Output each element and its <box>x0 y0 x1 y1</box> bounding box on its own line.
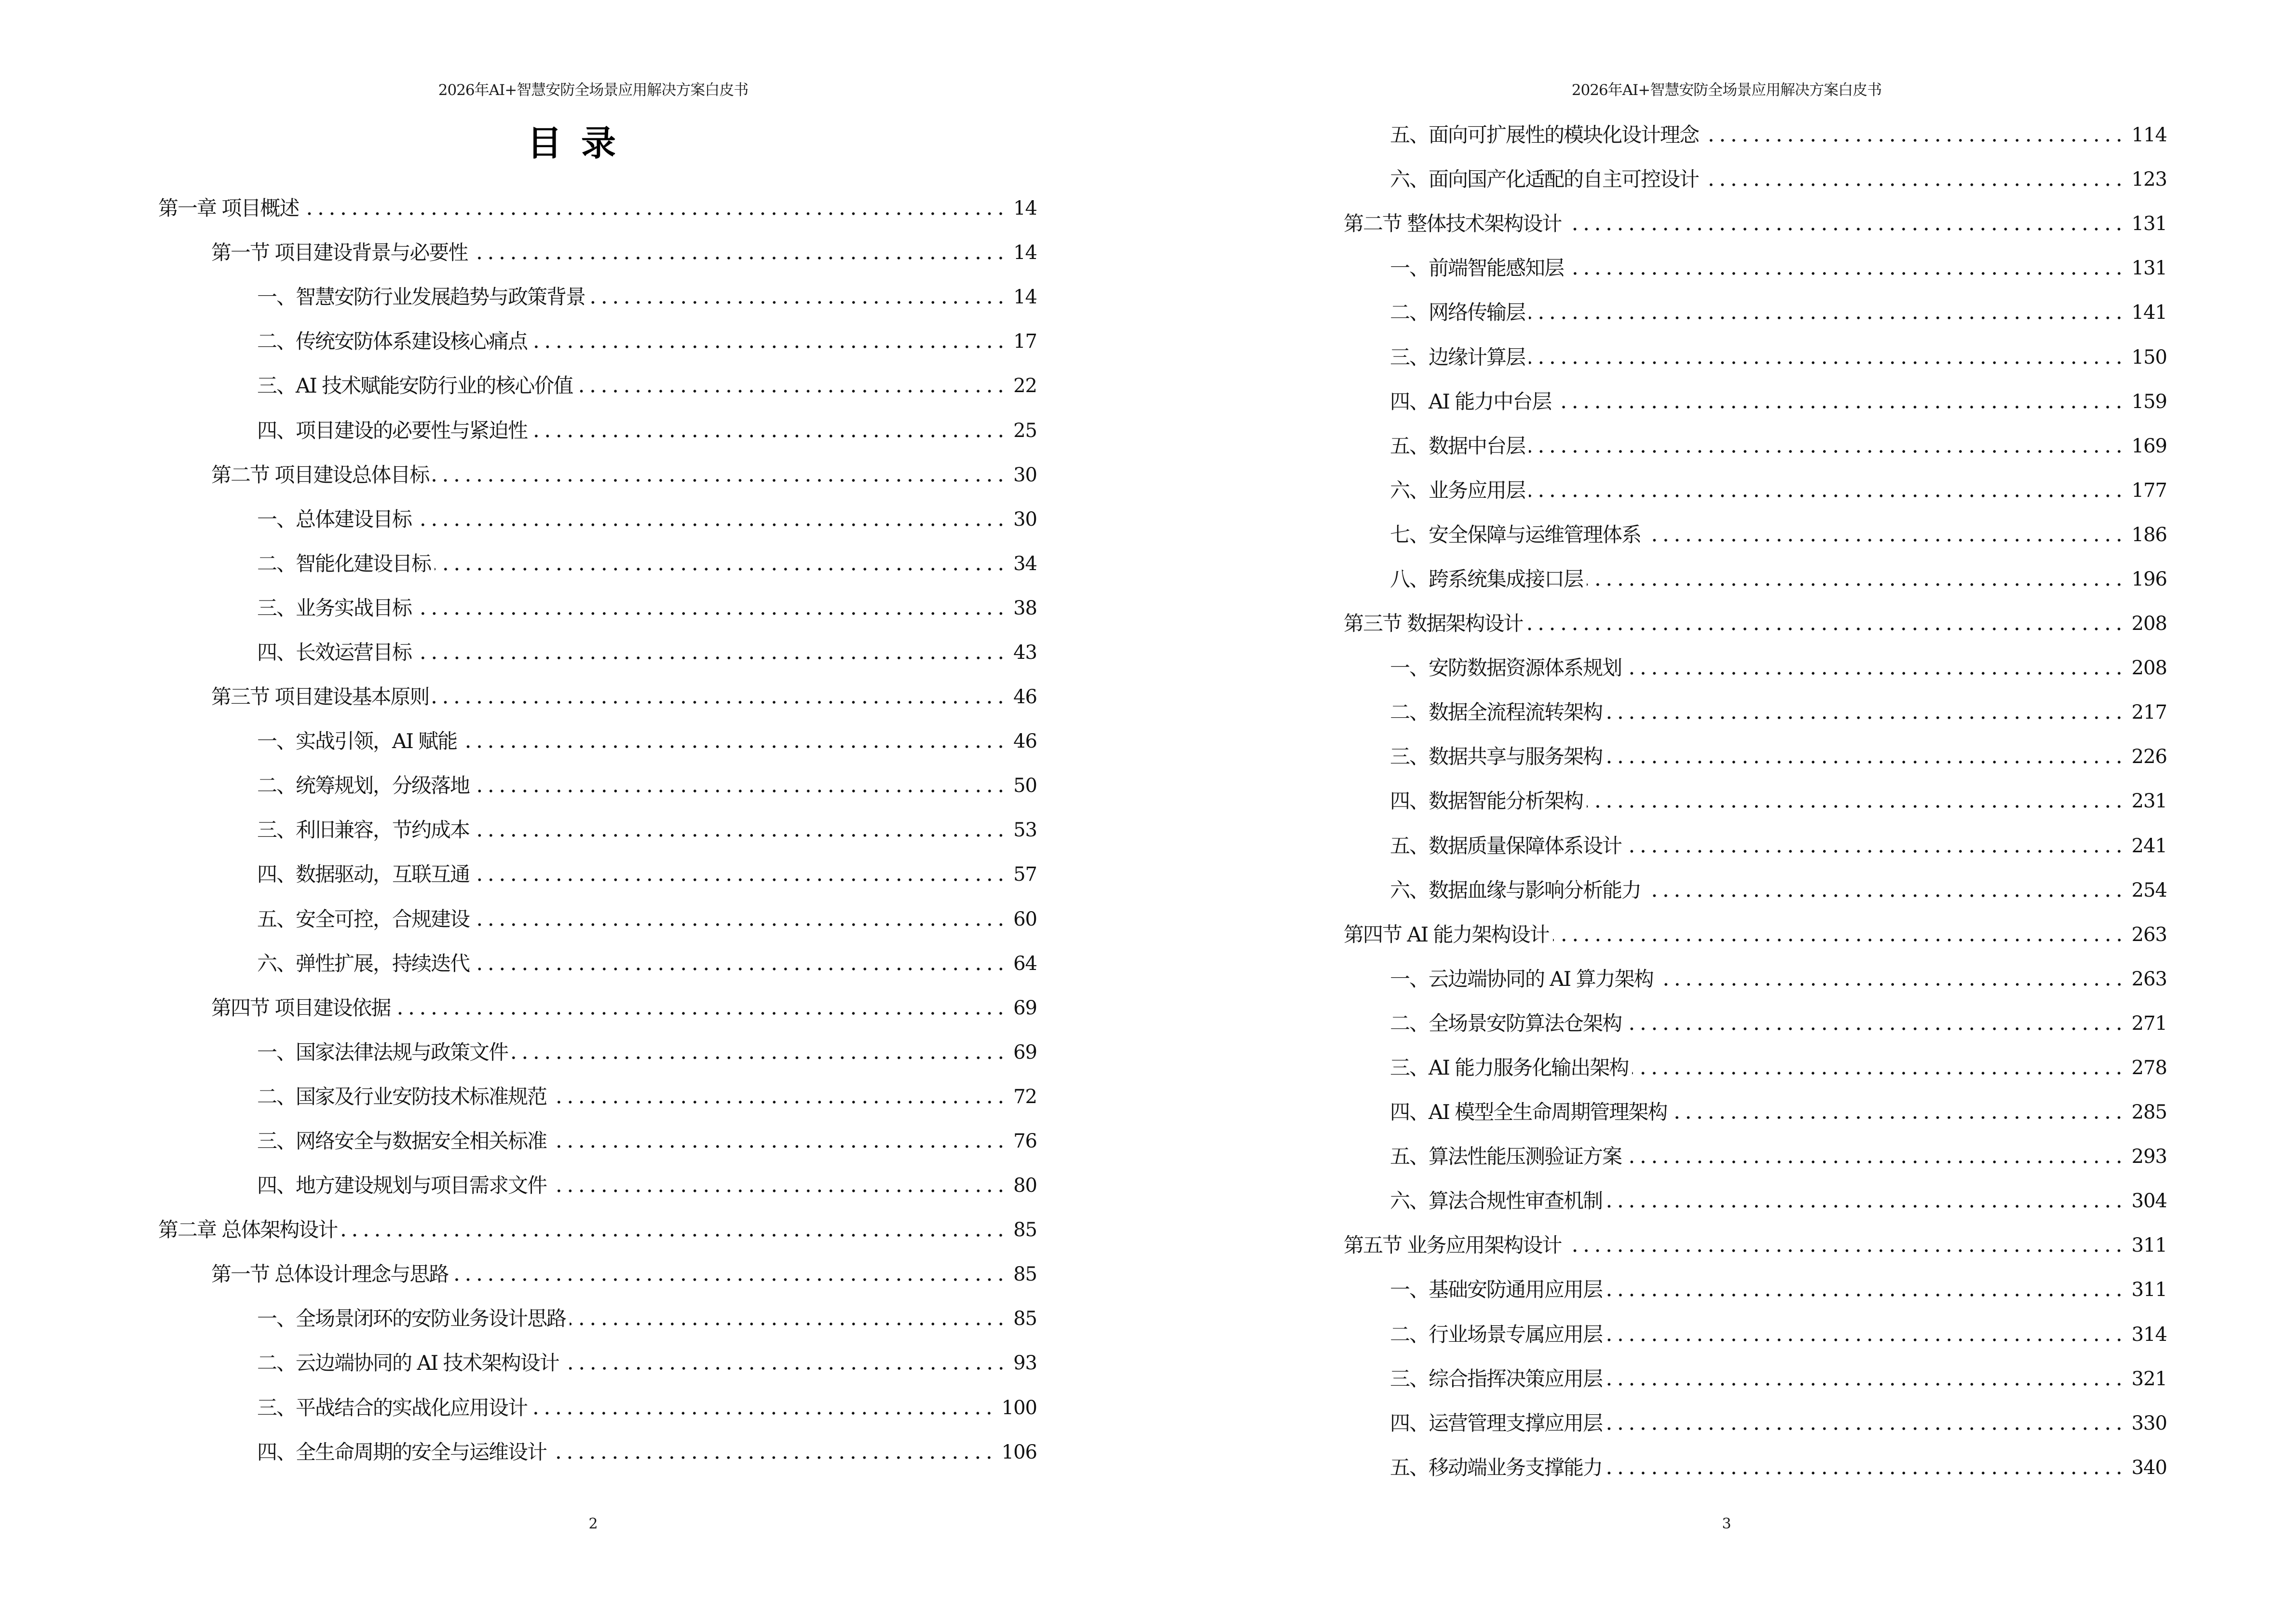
dot-leader <box>550 1189 1007 1192</box>
toc-entry-item[interactable] <box>1144 824 2167 868</box>
toc-entry-label: 第五节 业务应用架构设计 <box>1344 1223 1565 1268</box>
dot-leader <box>1567 272 2125 275</box>
toc-entry-item[interactable] <box>1144 1401 2167 1446</box>
toc-entry-label: 三、边缘计算层 <box>1390 335 1529 380</box>
toc-entry-label: 第三节 项目建设基本原则 <box>211 675 433 719</box>
dot-leader <box>1645 539 2125 542</box>
dot-leader <box>1587 583 2125 586</box>
toc-entry-page-number: 304 <box>2131 1190 2167 1213</box>
toc-list <box>0 186 1037 1474</box>
toc-entry-item[interactable] <box>1144 1001 2167 1046</box>
toc-entry-label: 一、国家法律法规与政策文件 <box>257 1030 512 1075</box>
toc-entry-item[interactable] <box>0 1341 1037 1385</box>
toc-entry-page-number: 141 <box>2131 301 2167 324</box>
toc-entry-label: 三、网络安全与数据安全相关标准 <box>257 1119 550 1163</box>
toc-entry-item[interactable] <box>1144 513 2167 557</box>
toc-entry-item[interactable] <box>1144 1046 2167 1090</box>
toc-entry-section[interactable] <box>1144 913 2167 957</box>
dot-leader <box>1587 805 2125 808</box>
toc-entry-page-number: 69 <box>1013 996 1037 1019</box>
dot-leader <box>435 568 1007 571</box>
toc-entry-label: 第四节 项目建设依据 <box>211 986 394 1030</box>
toc-entry-label: 五、数据中台层 <box>1390 424 1529 468</box>
toc-entry-label: 三、平战结合的实战化应用设计 <box>257 1386 531 1430</box>
dot-leader <box>433 701 1007 704</box>
toc-entry-section[interactable] <box>0 231 1037 275</box>
toc-entry-item[interactable] <box>0 1030 1037 1075</box>
dot-leader <box>1606 761 2125 764</box>
toc-entry-label: 第三节 数据架构设计 <box>1344 601 1526 646</box>
toc-entry-page-number: 85 <box>1013 1219 1037 1242</box>
dot-leader <box>1606 1338 2125 1341</box>
toc-entry-label: 二、传统安防体系建设核心痛点 <box>257 319 531 364</box>
toc-entry-page-number: 85 <box>1013 1308 1037 1330</box>
toc-entry-label: 四、项目建设的必要性与紧迫性 <box>257 409 531 453</box>
toc-entry-label: 二、网络传输层 <box>1390 290 1529 335</box>
toc-entry-label: 二、全场景安防算法仓架构 <box>1390 1001 1625 1046</box>
toc-entry-page-number: 263 <box>2131 968 2167 990</box>
dot-leader <box>589 301 1007 304</box>
toc-entry-label: 二、行业场景专属应用层 <box>1390 1312 1606 1357</box>
toc-entry-item[interactable] <box>1144 246 2167 290</box>
toc-entry-page-number: 100 <box>1001 1396 1037 1419</box>
toc-entry-section[interactable] <box>0 986 1037 1030</box>
toc-entry-label: 六、弹性扩展，持续迭代 <box>257 942 473 986</box>
toc-entry-label: 一、安防数据资源体系规划 <box>1390 646 1625 690</box>
toc-entry-item[interactable] <box>1144 735 2167 779</box>
toc-entry-item[interactable] <box>1144 1179 2167 1223</box>
toc-entry-page-number: 169 <box>2131 435 2167 457</box>
toc-entry-label: 五、算法性能压测验证方案 <box>1390 1134 1625 1179</box>
dot-leader <box>1606 1427 2125 1430</box>
running-header: 2026年AI+智慧安防全场景应用解决方案白皮书 <box>1571 82 1882 99</box>
toc-entry-page-number: 30 <box>1013 508 1037 531</box>
toc-entry-section[interactable] <box>1144 601 2167 646</box>
toc-entry-item[interactable] <box>1144 868 2167 913</box>
dot-leader <box>1657 983 2125 986</box>
toc-entry-label: 四、数据智能分析架构 <box>1390 779 1587 823</box>
toc-entry-chapter[interactable] <box>0 186 1037 231</box>
toc-entry-page-number: 241 <box>2131 834 2167 857</box>
toc-entry-page-number: 311 <box>2131 1234 2167 1257</box>
dot-leader <box>394 1012 1007 1015</box>
toc-entry-label: 四、地方建设规划与项目需求文件 <box>257 1163 550 1208</box>
toc-entry-label: 第一节 项目建设背景与必要性 <box>211 231 471 275</box>
dot-leader <box>1625 1027 2125 1030</box>
toc-entry-label: 六、面向国产化适配的自主可控设计 <box>1390 157 1702 202</box>
dot-leader <box>1606 1205 2125 1208</box>
dot-leader <box>461 745 1007 748</box>
dot-leader <box>1529 494 2125 497</box>
toc-entry-item[interactable] <box>0 319 1037 364</box>
toc-entry-item[interactable] <box>1144 290 2167 335</box>
toc-entry-item[interactable] <box>1144 113 2167 157</box>
toc-entry-page-number: 60 <box>1013 908 1037 930</box>
toc-entry-label: 第一章 项目概述 <box>158 186 302 231</box>
dot-leader <box>1606 716 2125 719</box>
dot-leader <box>550 1456 995 1459</box>
dot-leader <box>415 523 1007 526</box>
dot-leader <box>570 1323 1007 1325</box>
toc-entry-label: 四、长效运营目标 <box>257 630 415 675</box>
toc-entry-page-number: 72 <box>1013 1085 1037 1108</box>
toc-entry-item[interactable] <box>0 586 1037 630</box>
toc-entry-page-number: 38 <box>1013 597 1037 619</box>
dot-leader <box>1606 1294 2125 1296</box>
toc-entry-page-number: 311 <box>2131 1279 2167 1301</box>
toc-entry-page-number: 131 <box>2131 213 2167 235</box>
toc-list <box>1144 113 2167 1490</box>
dot-leader <box>550 1145 1007 1148</box>
dot-leader <box>550 1101 1007 1104</box>
toc-entry-label: 一、前端智能感知层 <box>1390 246 1567 290</box>
page-number-footer: 2 <box>588 1515 598 1532</box>
toc-entry-section[interactable] <box>1144 202 2167 246</box>
dot-leader <box>531 435 1007 437</box>
toc-entry-label: 二、云边端协同的 AI 技术架构设计 <box>257 1341 563 1385</box>
dot-leader <box>1702 139 2125 142</box>
dot-leader <box>531 345 1007 348</box>
toc-entry-label: 五、面向可扩展性的模块化设计理念 <box>1390 113 1702 157</box>
dot-leader <box>1565 1249 2124 1252</box>
toc-entry-item[interactable] <box>1144 1446 2167 1490</box>
toc-entry-page-number: 271 <box>2131 1012 2167 1035</box>
toc-entry-label: 四、全生命周期的安全与运维设计 <box>257 1430 550 1474</box>
toc-entry-page-number: 69 <box>1013 1041 1037 1064</box>
toc-entry-label: 一、云边端协同的 AI 算力架构 <box>1390 957 1657 1001</box>
toc-entry-label: 一、智慧安防行业发展趋势与政策背景 <box>257 275 589 319</box>
toc-entry-page-number: 85 <box>1013 1263 1037 1286</box>
dot-leader <box>302 212 1007 215</box>
dot-leader <box>1555 406 2124 409</box>
toc-entry-label: 七、安全保障与运维管理体系 <box>1390 513 1645 557</box>
toc-entry-page-number: 114 <box>2131 124 2167 147</box>
toc-entry-page-number: 93 <box>1013 1352 1037 1375</box>
toc-entry-item[interactable] <box>1144 1090 2167 1134</box>
toc-entry-page-number: 57 <box>1013 863 1037 886</box>
toc-entry-page-number: 208 <box>2131 657 2167 680</box>
toc-page-right <box>1144 0 2287 1624</box>
dot-leader <box>1529 316 2125 319</box>
toc-entry-label: 六、算法合规性审查机制 <box>1390 1179 1606 1223</box>
toc-entry-label: 二、国家及行业安防技术标准规范 <box>257 1075 550 1119</box>
toc-entry-item[interactable] <box>1144 380 2167 424</box>
toc-entry-label: 三、AI 技术赋能安防行业的核心价值 <box>257 364 576 408</box>
running-header: 2026年AI+智慧安防全场景应用解决方案白皮书 <box>438 82 749 99</box>
toc-entry-item[interactable] <box>0 897 1037 942</box>
toc-entry-label: 二、统筹规划，分级落地 <box>257 764 473 808</box>
toc-entry-page-number: 321 <box>2131 1367 2167 1390</box>
toc-entry-page-number: 254 <box>2131 879 2167 901</box>
toc-entry-page-number: 150 <box>2131 346 2167 368</box>
dot-leader <box>415 612 1007 615</box>
toc-entry-item[interactable] <box>0 1430 1037 1474</box>
dot-leader <box>471 257 1007 259</box>
toc-entry-label: 五、数据质量保障体系设计 <box>1390 824 1625 868</box>
dot-leader <box>452 1278 1007 1281</box>
dot-leader <box>1625 850 2125 853</box>
dot-leader <box>473 790 1007 792</box>
toc-entry-page-number: 226 <box>2131 746 2167 768</box>
dot-leader <box>1625 672 2125 675</box>
toc-entry-page-number: 34 <box>1013 552 1037 575</box>
toc-entry-item[interactable] <box>1144 1357 2167 1401</box>
toc-entry-page-number: 131 <box>2131 257 2167 280</box>
dot-leader <box>1526 628 2124 630</box>
toc-entry-page-number: 76 <box>1013 1130 1037 1153</box>
toc-entry-item[interactable] <box>0 497 1037 542</box>
toc-entry-page-number: 285 <box>2131 1101 2167 1124</box>
toc-entry-item[interactable] <box>0 1296 1037 1341</box>
toc-entry-page-number: 217 <box>2131 701 2167 724</box>
toc-entry-page-number: 30 <box>1013 464 1037 486</box>
toc-entry-page-number: 263 <box>2131 923 2167 946</box>
toc-entry-item[interactable] <box>0 764 1037 808</box>
toc-entry-label: 第一节 总体设计理念与思路 <box>211 1252 452 1296</box>
toc-entry-label: 六、业务应用层 <box>1390 468 1529 513</box>
toc-entry-section[interactable] <box>1144 1223 2167 1268</box>
dot-leader <box>341 1234 1007 1237</box>
toc-entry-page-number: 159 <box>2131 390 2167 413</box>
toc-entry-item[interactable] <box>1144 335 2167 379</box>
dot-leader <box>1671 1116 2124 1119</box>
dot-leader <box>563 1367 1007 1370</box>
toc-entry-item[interactable] <box>0 364 1037 408</box>
toc-entry-page-number: 123 <box>2131 168 2167 191</box>
toc-entry-item[interactable] <box>1144 468 2167 513</box>
toc-entry-item[interactable] <box>0 630 1037 675</box>
toc-entry-label: 六、数据血缘与影响分析能力 <box>1390 868 1645 913</box>
toc-entry-item[interactable] <box>1144 557 2167 601</box>
toc-entry-label: 第四节 AI 能力架构设计 <box>1344 913 1553 957</box>
toc-entry-item[interactable] <box>0 942 1037 986</box>
toc-entry-label: 一、实战引领，AI 赋能 <box>257 719 461 764</box>
toc-entry-item[interactable] <box>1144 424 2167 468</box>
toc-entry-item[interactable] <box>1144 690 2167 735</box>
toc-entry-label: 四、AI 能力中台层 <box>1390 380 1555 424</box>
toc-entry-page-number: 314 <box>2131 1323 2167 1346</box>
dot-leader <box>473 968 1007 970</box>
toc-entry-page-number: 208 <box>2131 613 2167 635</box>
toc-entry-label: 三、数据共享与服务架构 <box>1390 735 1606 779</box>
toc-entry-label: 一、总体建设目标 <box>257 497 415 542</box>
dot-leader <box>433 479 1007 482</box>
toc-entry-label: 四、数据驱动，互联互通 <box>257 852 473 897</box>
toc-entry-item[interactable] <box>0 542 1037 586</box>
toc-entry-item[interactable] <box>1144 1134 2167 1179</box>
toc-entry-page-number: 186 <box>2131 523 2167 546</box>
toc-entry-item[interactable] <box>1144 1312 2167 1357</box>
toc-entry-label: 三、业务实战目标 <box>257 586 415 630</box>
dot-leader <box>576 390 1007 393</box>
toc-entry-label: 五、安全可控，合规建设 <box>257 897 473 942</box>
toc-entry-item[interactable] <box>0 1119 1037 1163</box>
toc-entry-page-number: 64 <box>1013 952 1037 975</box>
toc-entry-item[interactable] <box>0 275 1037 319</box>
toc-entry-label: 二、数据全流程流转架构 <box>1390 690 1606 735</box>
dot-leader <box>415 656 1007 659</box>
toc-entry-item[interactable] <box>0 719 1037 764</box>
dot-leader <box>512 1056 1007 1059</box>
toc-entry-item[interactable] <box>1144 957 2167 1001</box>
toc-entry-item[interactable] <box>1144 646 2167 690</box>
dot-leader <box>1529 450 2125 453</box>
toc-entry-label: 一、全场景闭环的安防业务设计思路 <box>257 1296 570 1341</box>
dot-leader <box>473 878 1007 881</box>
toc-entry-section[interactable] <box>0 675 1037 719</box>
toc-entry-page-number: 14 <box>1013 286 1037 309</box>
toc-entry-page-number: 50 <box>1013 775 1037 797</box>
toc-entry-item[interactable] <box>0 408 1037 452</box>
toc-entry-section[interactable] <box>0 453 1037 497</box>
dot-leader <box>1606 1472 2125 1474</box>
toc-entry-label: 二、智能化建设目标 <box>257 542 435 586</box>
toc-title: 目录 <box>527 123 635 164</box>
toc-entry-label: 一、基础安防通用应用层 <box>1390 1268 1606 1312</box>
toc-entry-page-number: 25 <box>1013 419 1037 442</box>
toc-entry-label: 五、移动端业务支撑能力 <box>1390 1446 1606 1490</box>
toc-entry-page-number: 106 <box>1001 1441 1037 1463</box>
toc-entry-item[interactable] <box>0 1163 1037 1208</box>
dot-leader <box>1565 228 2124 231</box>
dot-leader <box>1606 1383 2125 1386</box>
toc-entry-label: 三、AI 能力服务化输出架构 <box>1390 1046 1632 1090</box>
toc-entry-page-number: 177 <box>2131 479 2167 502</box>
toc-entry-label: 第二章 总体架构设计 <box>158 1208 341 1252</box>
toc-entry-chapter[interactable] <box>0 1208 1037 1252</box>
toc-entry-label: 三、利旧兼容，节约成本 <box>257 808 473 852</box>
toc-entry-item[interactable] <box>0 1075 1037 1119</box>
toc-entry-page-number: 278 <box>2131 1057 2167 1079</box>
toc-entry-page-number: 340 <box>2131 1456 2167 1479</box>
toc-entry-item[interactable] <box>0 852 1037 897</box>
toc-entry-item[interactable] <box>0 1386 1037 1430</box>
toc-entry-label: 三、综合指挥决策应用层 <box>1390 1357 1606 1401</box>
toc-entry-item[interactable] <box>1144 157 2167 202</box>
toc-entry-section[interactable] <box>0 1252 1037 1296</box>
toc-entry-item[interactable] <box>0 808 1037 852</box>
toc-entry-label: 八、跨系统集成接口层 <box>1390 557 1587 601</box>
toc-entry-page-number: 46 <box>1013 686 1037 709</box>
toc-entry-page-number: 17 <box>1013 330 1037 353</box>
toc-entry-page-number: 46 <box>1013 730 1037 753</box>
toc-entry-label: 四、运营管理支撑应用层 <box>1390 1401 1606 1446</box>
dot-leader <box>473 834 1007 837</box>
toc-entry-page-number: 14 <box>1013 197 1037 220</box>
toc-entry-page-number: 196 <box>2131 568 2167 590</box>
toc-entry-item[interactable] <box>1144 779 2167 823</box>
dot-leader <box>1702 183 2125 186</box>
dot-leader <box>531 1412 995 1415</box>
toc-entry-label: 第二节 整体技术架构设计 <box>1344 202 1565 246</box>
toc-entry-page-number: 53 <box>1013 819 1037 842</box>
toc-entry-label: 第二节 项目建设总体目标 <box>211 453 433 497</box>
toc-entry-page-number: 14 <box>1013 242 1037 264</box>
dot-leader <box>1553 939 2125 942</box>
toc-entry-page-number: 231 <box>2131 790 2167 813</box>
dot-leader <box>473 923 1007 926</box>
dot-leader <box>1529 361 2125 364</box>
dot-leader <box>1625 1160 2125 1163</box>
dot-leader <box>1632 1072 2124 1075</box>
toc-entry-item[interactable] <box>1144 1268 2167 1312</box>
dot-leader <box>1645 894 2125 897</box>
toc-entry-label: 四、AI 模型全生命周期管理架构 <box>1390 1090 1671 1134</box>
toc-entry-page-number: 330 <box>2131 1412 2167 1434</box>
toc-entry-page-number: 293 <box>2131 1146 2167 1168</box>
toc-entry-page-number: 43 <box>1013 641 1037 664</box>
toc-entry-page-number: 22 <box>1013 375 1037 397</box>
toc-entry-page-number: 80 <box>1013 1174 1037 1197</box>
page-number-footer: 3 <box>1722 1515 1731 1532</box>
